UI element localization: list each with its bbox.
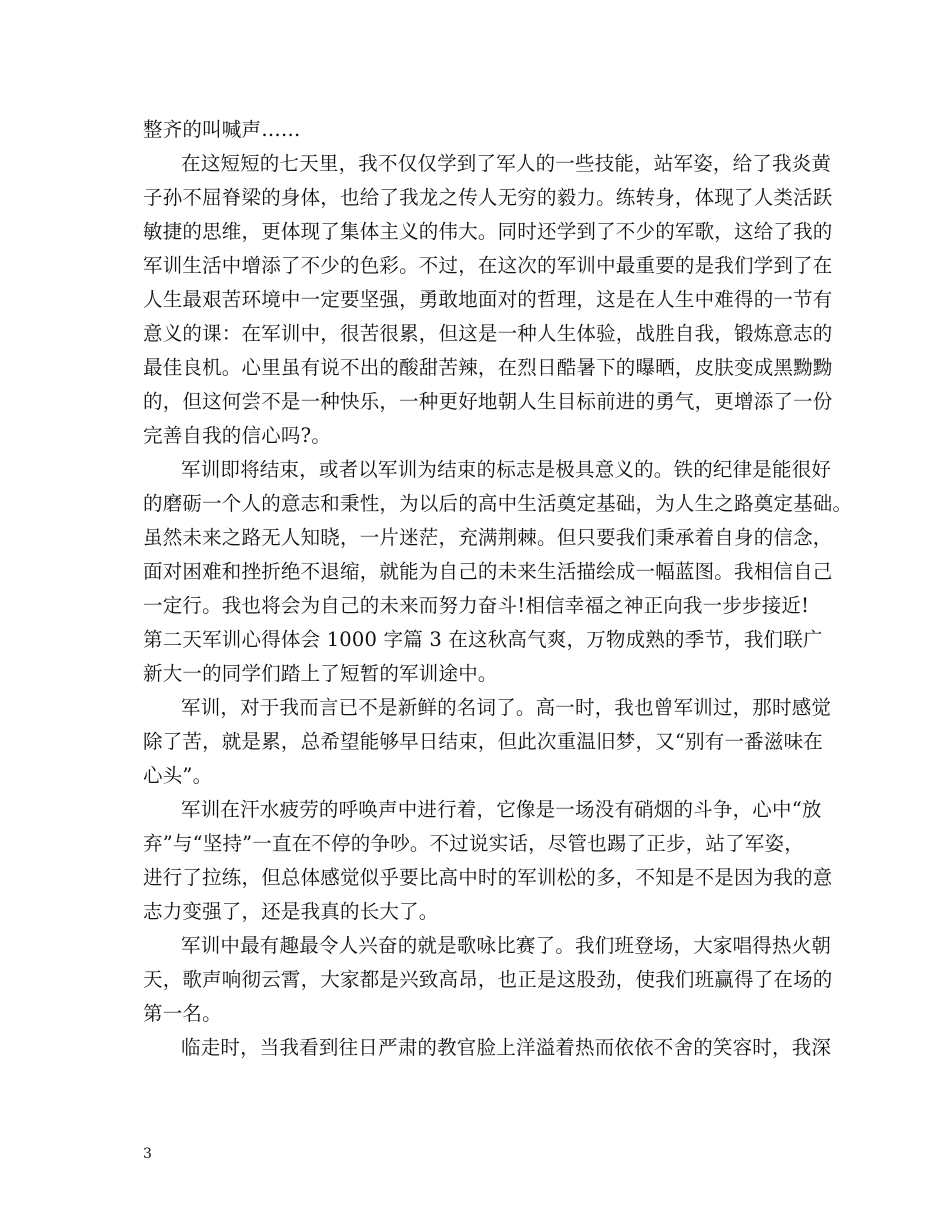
text-line: 弃”与“坚持”一直在不停的争吵。不过说实话，尽管也踢了正步，站了军姿， xyxy=(143,832,804,855)
text-line: 虽然未来之路无人知晓，一片迷茫，充满荆棘。但只要我们秉承着自身的信念， xyxy=(143,526,833,549)
section-heading-line: 第二天军训心得体会 1000 字篇 3 在这秋高气爽，万物成熟的季节，我们联广 xyxy=(143,628,823,651)
text-line: 人生最艰苦环境中一定要坚强，勇敢地面对的哲理，这是在人生中难得的一节有 xyxy=(143,288,833,311)
text-line: 完善自我的信心吗?。 xyxy=(143,424,331,447)
paragraph-start-line: 军训在汗水疲劳的呼唤声中进行着，它像是一场没有硝烟的斗争，心中“放 xyxy=(181,798,822,821)
paragraph-start-line: 军训中最有趣最令人兴奋的就是歌咏比赛了。我们班登场，大家唱得热火朝 xyxy=(181,934,832,957)
text-line: 心头”。 xyxy=(143,764,213,787)
page-number: 3 xyxy=(143,1146,152,1162)
text-line: 一定行。我也将会为自己的未来而努力奋斗!相信幸福之神正向我一步步接近! xyxy=(143,594,810,617)
text-line: 新大一的同学们踏上了短暂的军训途中。 xyxy=(143,662,498,685)
paragraph-start-line: 军训即将结束，或者以军训为结束的标志是极具意义的。铁的纪律是能很好 xyxy=(181,458,832,481)
text-line: 军训生活中增添了不少的色彩。不过，在这次的军训中最重要的是我们学到了在 xyxy=(143,254,833,277)
text-line: 整齐的叫喊声…… xyxy=(143,118,301,141)
text-line: 面对困难和挫折绝不退缩，就能为自己的未来生活描绘成一幅蓝图。我相信自己 xyxy=(143,560,833,583)
paragraph-start-line: 军训，对于我而言已不是新鲜的名词了。高一时，我也曾军训过，那时感觉 xyxy=(181,696,832,719)
text-line: 进行了拉练，但总体感觉似乎要比高中时的军训松的多，不知是不是因为我的意 xyxy=(143,866,833,889)
text-line: 敏捷的思维，更体现了集体主义的伟大。同时还学到了不少的军歌，这给了我的 xyxy=(143,220,833,243)
text-line: 的，但这何尝不是一种快乐，一种更好地朝人生目标前进的勇气，更增添了一份 xyxy=(143,390,833,413)
text-line: 志力变强了，还是我真的长大了。 xyxy=(143,900,439,923)
text-line: 最佳良机。心里虽有说不出的酸甜苦辣，在烈日酷暑下的曝晒，皮肤变成黑黝黝 xyxy=(143,356,833,379)
paragraph-start-line: 临走时，当我看到往日严肃的教官脸上洋溢着热而依依不舍的笑容时，我深 xyxy=(181,1036,832,1059)
text-line: 意义的课：在军训中，很苦很累，但这是一种人生体验，战胜自我，锻炼意志的 xyxy=(143,322,833,345)
text-line: 第一名。 xyxy=(143,1002,222,1025)
text-line: 天，歌声响彻云霄，大家都是兴致高昂，也正是这股劲，使我们班赢得了在场的 xyxy=(143,968,833,991)
paragraph-start-line: 在这短短的七天里，我不仅仅学到了军人的一些技能，站军姿，给了我炎黄 xyxy=(181,152,832,175)
text-line: 除了苦，就是累，总希望能够早日结束，但此次重温旧梦，又“别有一番滋味在 xyxy=(143,730,823,753)
text-line: 子孙不屈脊梁的身体，也给了我龙之传人无穷的毅力。练转身，体现了人类活跃 xyxy=(143,186,833,209)
text-line: 的磨砺一个人的意志和秉性，为以后的高中生活奠定基础，为人生之路奠定基础。 xyxy=(143,492,853,515)
